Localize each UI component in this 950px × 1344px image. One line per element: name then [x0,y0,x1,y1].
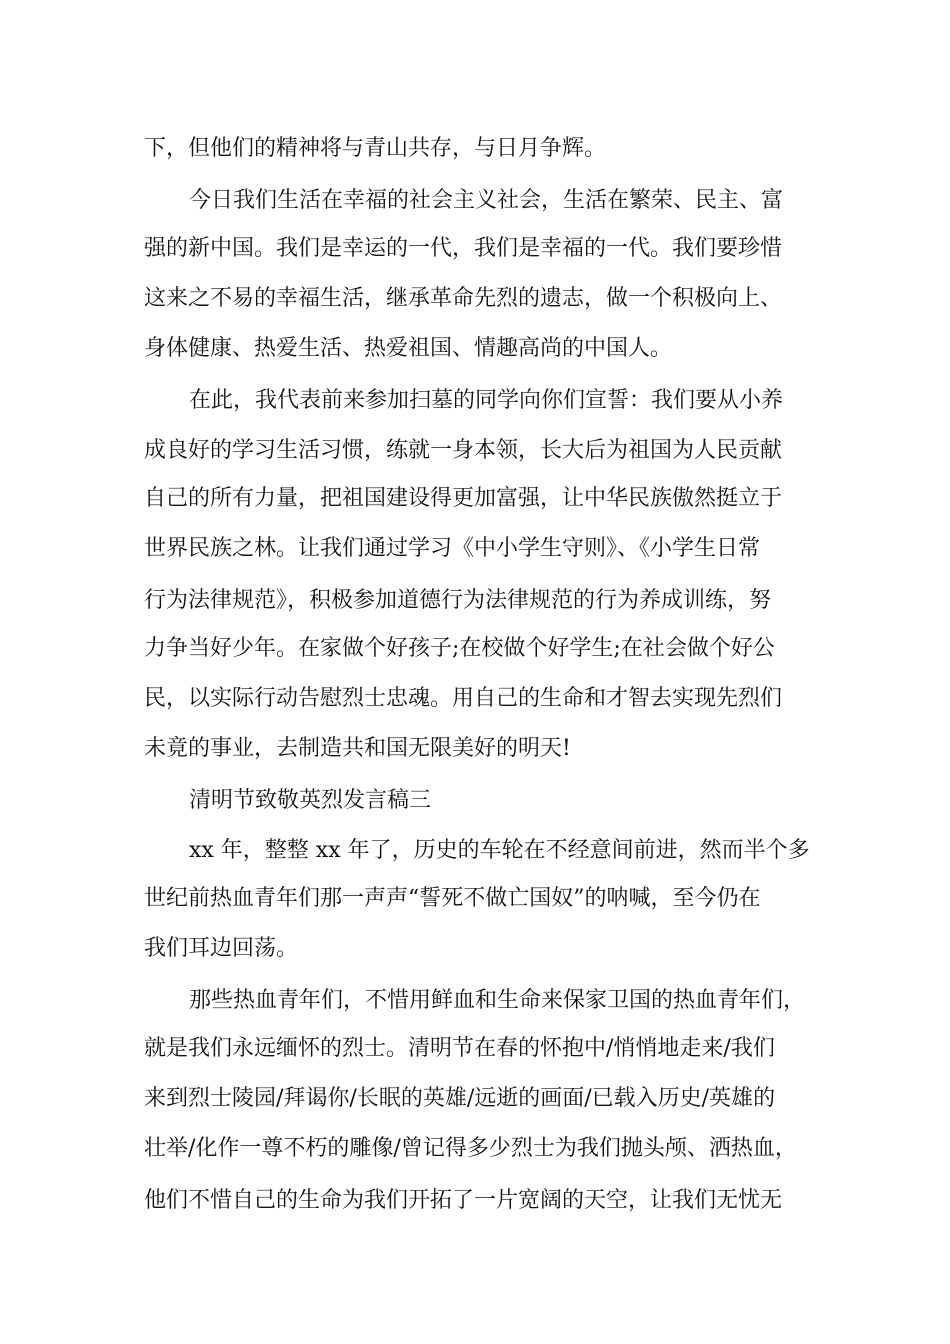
text-line: 未竟的事业，去制造共和国无限美好的明天! [144,736,571,761]
text-line: 这来之不易的幸福生活，继承革命先烈的遗志，做一个积极向上、 [144,286,783,311]
text-line: 就是我们永远缅怀的烈士。清明节在春的怀抱中/悄悄地走来/我们 [144,1036,775,1061]
text-line: 来到烈士陵园/拜谒你/长眠的英雄/远逝的画面/已载入历史/英雄的 [144,1086,776,1111]
text-line: 身体健康、热爱生活、热爱祖国、情趣高尚的中国人。 [144,336,673,361]
text-line: 壮举/化作一尊不朽的雕像/曾记得多少烈士为我们抛头颅、洒热血， [144,1136,797,1161]
text-line: 世纪前热血青年们那一声声“誓死不做亡国奴”的呐喊，至今仍在 [144,886,761,911]
text-line: 民，以实际行动告慰烈士忠魂。用自己的生命和才智去实现先烈们 [144,686,783,711]
paragraph-first-line: 那些热血青年们，不惜用鲜血和生命来保家卫国的热血青年们， [189,988,806,1013]
paragraph-first-line: xx 年，整整 xx 年了，历史的车轮在不经意间前进，然而半个多 [189,838,810,863]
text-line: 我们耳边回荡。 [144,936,299,961]
text-line: 行为法律规范》，积极参加道德行为法律规范的行为养成训练，努 [144,588,772,613]
text-line: 自己的所有力量，把祖国建设得更加富强，让中华民族傲然挺立于 [144,486,783,511]
text-line: 力争当好少年。在家做个好孩子;在校做个好学生;在社会做个好公 [144,636,775,661]
paragraph-first-line: 今日我们生活在幸福的社会主义社会，生活在繁荣、民主、富 [189,188,784,213]
section-heading: 清明节致敬英烈发言稿三 [189,788,432,813]
paragraph-first-line: 在此，我代表前来参加扫墓的同学向你们宣誓：我们要从小养 [189,388,784,413]
text-line: 下，但他们的精神将与青山共存，与日月争辉。 [144,136,607,161]
text-line: 强的新中国。我们是幸运的一代，我们是幸福的一代。我们要珍惜 [144,236,783,261]
text-line: 世界民族之林。让我们通过学习《中小学生守则》、《小学生日常 [144,536,761,561]
text-line: 成良好的学习生活习惯，练就一身本领，长大后为祖国为人民贡献 [144,438,783,463]
text-line: 他们不惜自己的生命为我们开拓了一片宽阔的天空，让我们无忧无 [144,1188,783,1213]
